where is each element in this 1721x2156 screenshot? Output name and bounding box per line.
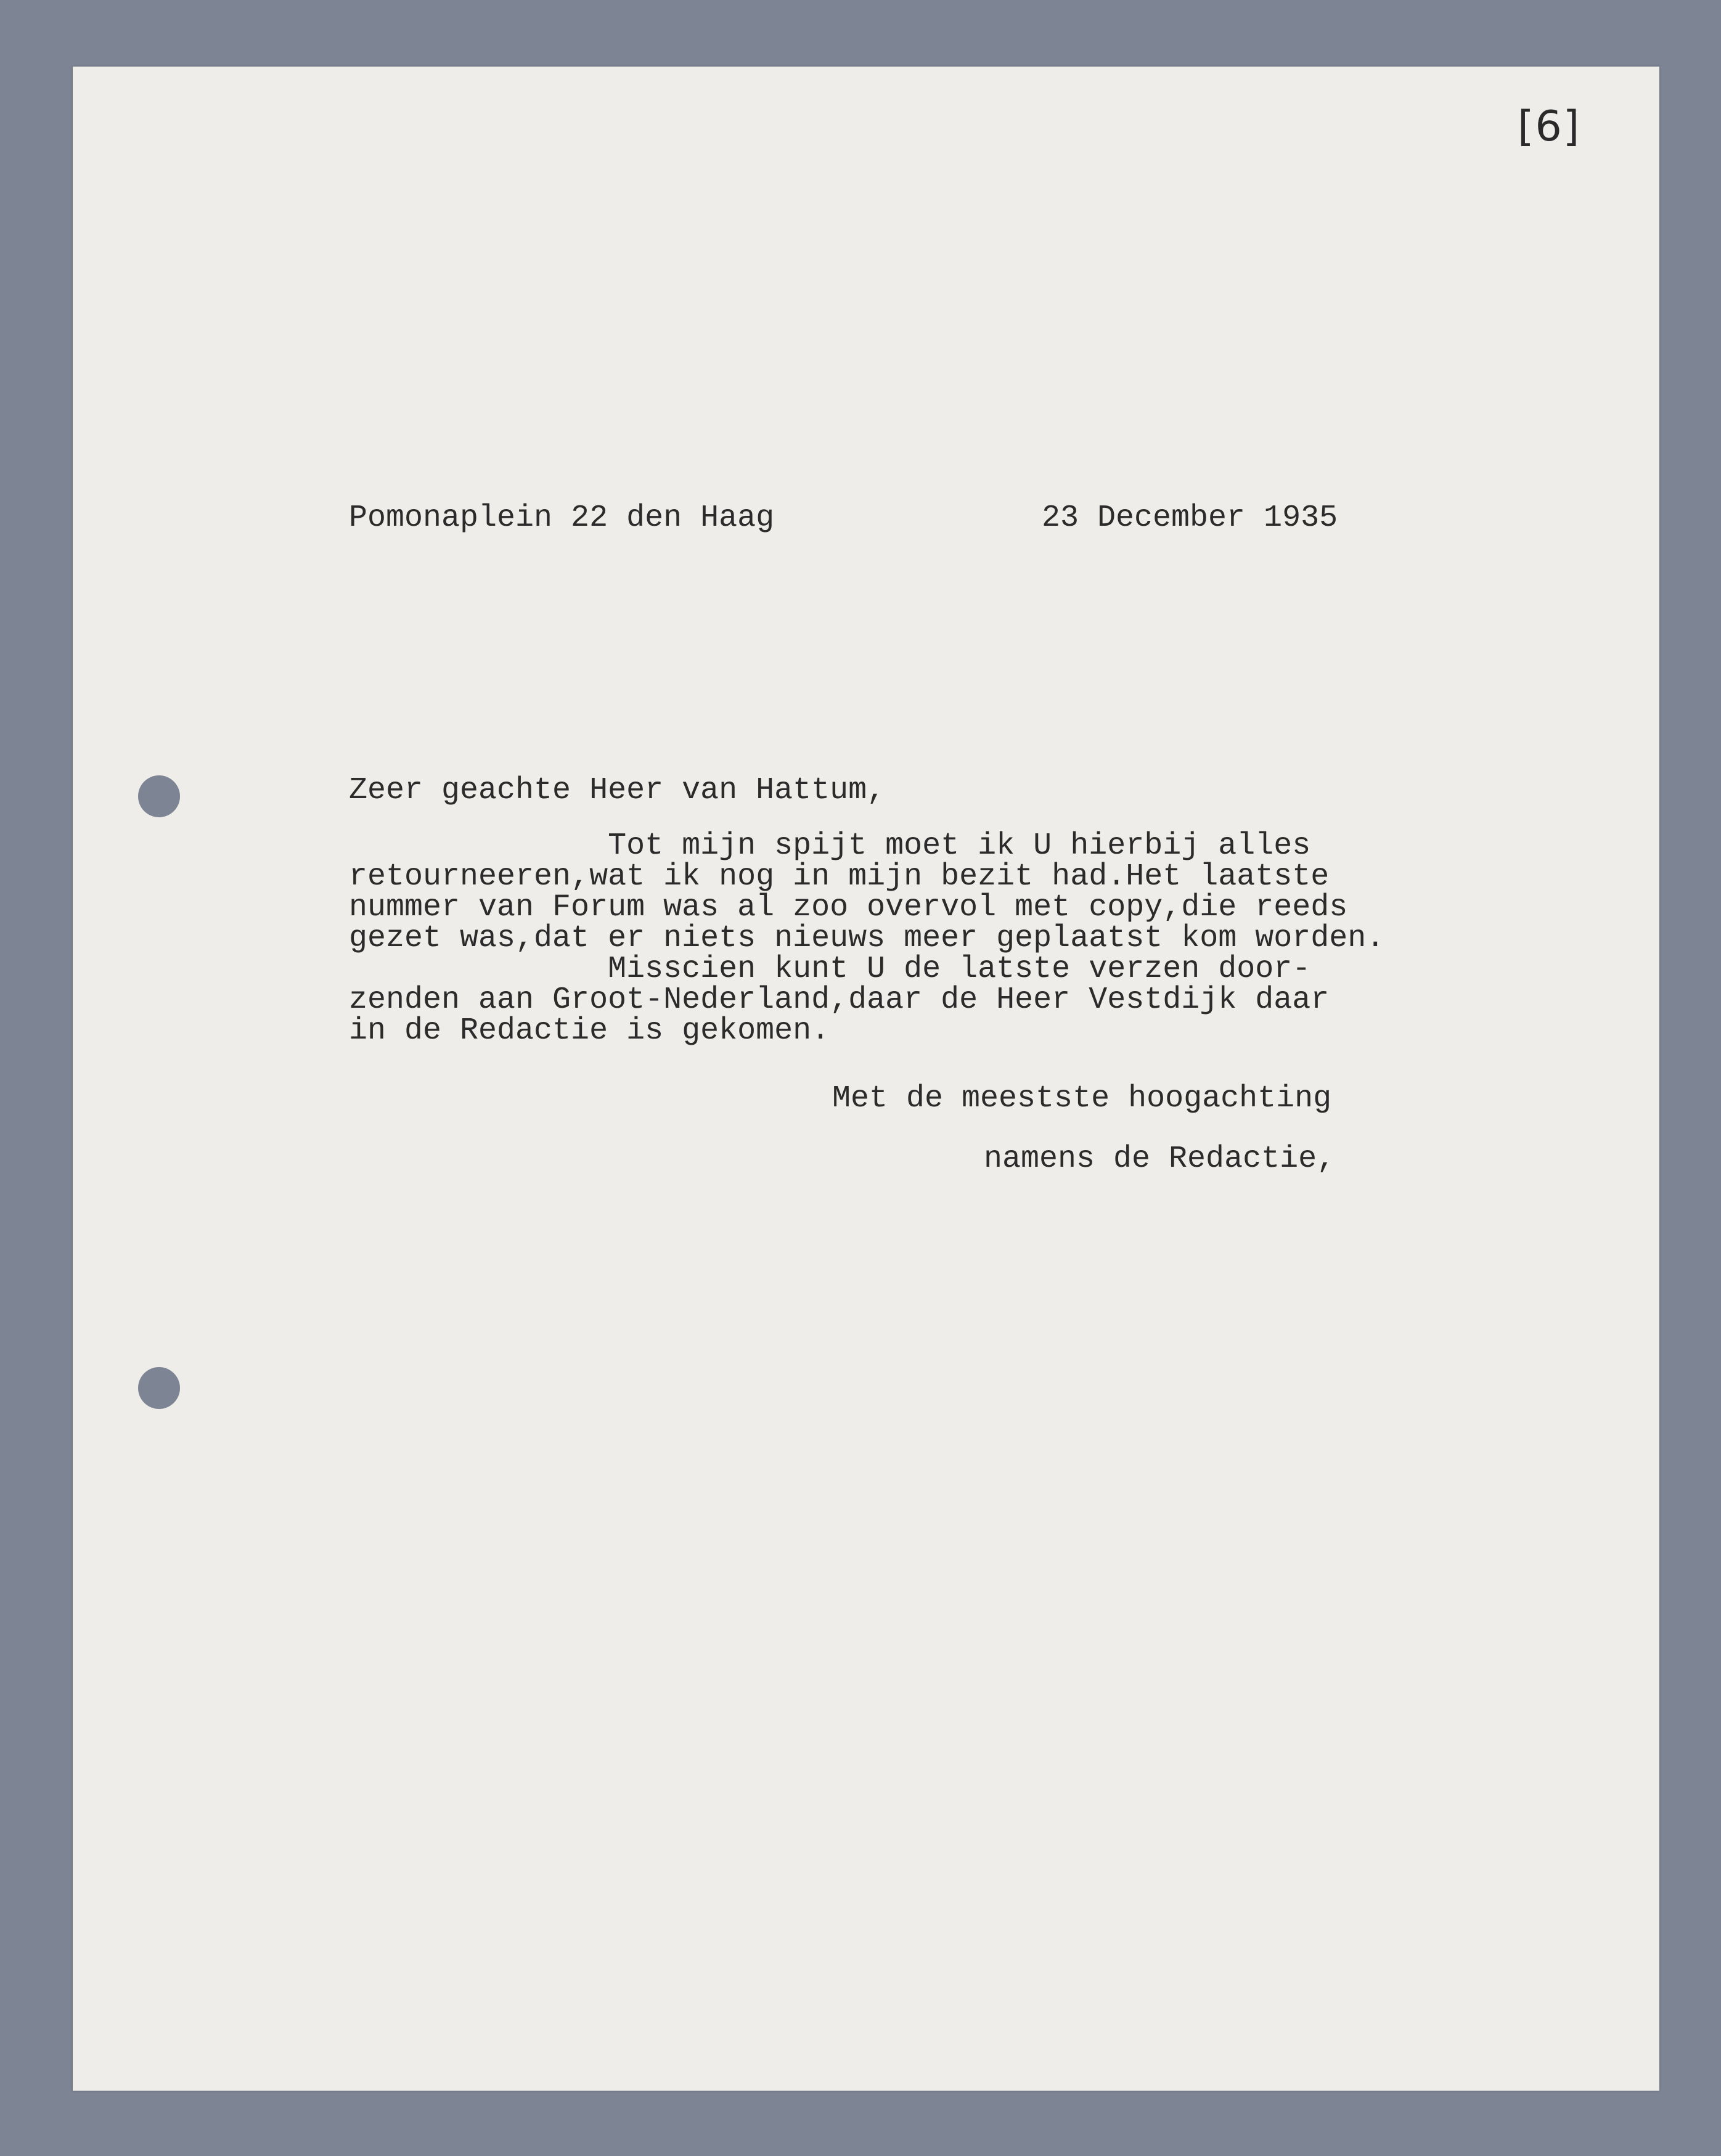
- archive-page-number: [6]: [1518, 102, 1581, 151]
- letter-sheet: [73, 67, 1659, 2091]
- letter-body: [349, 828, 1385, 1048]
- signoff-line: namens de Redactie,: [984, 1141, 1336, 1177]
- body-line: retourneeren,wat ik nog in mijn bezit had.Het laatste: [349, 859, 1330, 894]
- body-line: Misscien kunt U de latste verzen door-: [349, 952, 1311, 987]
- body-line: nummer van Forum was al zoo overvol met copy,die reeds: [349, 890, 1348, 925]
- salutation: Zeer geachte Heer van Hattum,: [349, 773, 886, 808]
- body-line: Tot mijn spijt moet ik U hierbij alles: [349, 828, 1311, 864]
- punch-hole-bottom: [138, 1367, 180, 1409]
- punch-hole-top: [138, 775, 180, 817]
- sender-address: Pomonaplein 22 den Haag: [349, 500, 775, 536]
- letter-date: 23 December 1935: [1042, 500, 1338, 536]
- closing-line: Met de meestste hoogachting: [832, 1081, 1332, 1116]
- body-line: in de Redactie is gekomen.: [349, 1013, 830, 1048]
- body-line: zenden aan Groot-Nederland,daar de Heer Vestdijk daar: [349, 982, 1330, 1018]
- body-line: gezet was,dat er niets nieuws meer geplaatst kom worden.: [349, 921, 1385, 956]
